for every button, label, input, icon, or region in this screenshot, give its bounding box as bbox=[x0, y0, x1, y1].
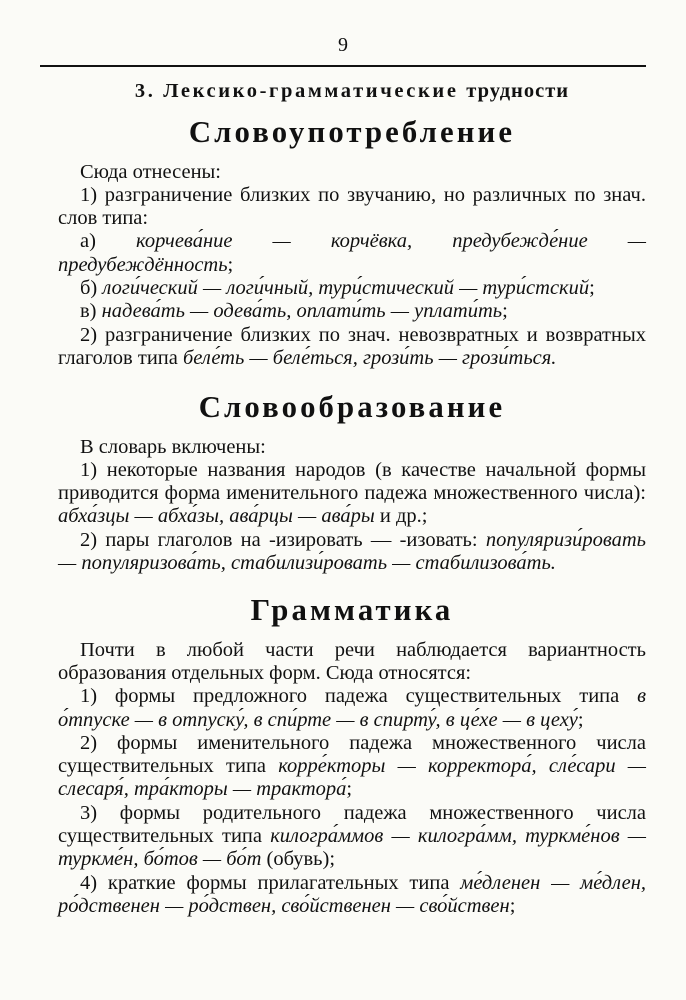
example-text: популяризи́ровать — популяризова́ть, стабилизи́ровать — стабилизова́ть. bbox=[58, 528, 646, 575]
paragraph: Сюда отнесены: bbox=[80, 160, 222, 183]
page-number: 9 bbox=[338, 34, 348, 56]
section-title-main: 3. Лексико-грамматические bbox=[134, 80, 459, 102]
example-text: килогра́ммов — килогра́мм, туркме́нов — туркме́н, бо́тов — бо́т bbox=[58, 825, 647, 871]
paragraph-text: 3) формы родительного падежа множественного числа существительных типа bbox=[58, 801, 646, 848]
punctuation: ; bbox=[502, 300, 508, 323]
paragraph bbox=[58, 324, 646, 371]
punctuation: ; bbox=[346, 778, 353, 801]
paragraph bbox=[58, 459, 646, 529]
paragraph-text: 4) краткие формы прилагательных типа bbox=[80, 871, 461, 894]
section-title-tail: трудности bbox=[466, 80, 570, 102]
header-rule bbox=[40, 65, 646, 67]
example-text: корчева́ние — корчёвка, предубежде́ние — предубеждённость bbox=[58, 230, 646, 276]
punctuation: ; bbox=[227, 253, 234, 276]
list-item bbox=[58, 277, 646, 300]
example-text: абха́зцы — абха́зы, ава́рцы — ава́ры bbox=[58, 505, 375, 528]
list-item bbox=[58, 230, 646, 277]
heading-slovoupotreblenie: Словоупотребление bbox=[188, 115, 516, 150]
example-text: надева́ть — одева́ть, оплати́ть — уплати́ть bbox=[101, 300, 503, 323]
example-text: в о́тпуске — в отпуску́, в спи́рте — в спирту́, в це́хе — в цеху́ bbox=[58, 685, 646, 731]
paragraph bbox=[58, 872, 646, 919]
paragraph: Почти в любой части речи наблюдается вариантность образования отдельных форм. Сюда относятся: bbox=[58, 638, 646, 684]
paragraph-text: 2) разграничение близких по знач. невозвратных и возвратных глаголов типа bbox=[58, 323, 646, 369]
heading-grammatika: Грамматика bbox=[250, 593, 454, 628]
section-title bbox=[58, 80, 646, 103]
example-text: ме́дленен — ме́длен, ро́дственен — ро́дствен, сво́йственен — сво́йствен bbox=[58, 871, 646, 917]
paragraph-text: 2) пары глаголов на -изировать — -изовать: bbox=[80, 528, 486, 551]
paragraph bbox=[58, 529, 646, 576]
list-label: а) bbox=[80, 230, 137, 253]
paragraph-text: 1) некоторые названия народов (в качестве начальной формы приводится форма именительного падежа множественного числа): bbox=[58, 458, 646, 505]
example-text: логи́ческий — логи́чный, тури́стический — тури́стский bbox=[102, 277, 590, 300]
paragraph-text: 2) формы именительного падежа множественного числа существительных типа bbox=[58, 731, 646, 778]
paragraph-text: и др.; bbox=[374, 505, 428, 528]
paragraph bbox=[58, 802, 646, 872]
list-label: в) bbox=[80, 300, 102, 323]
punctuation: ; bbox=[577, 708, 584, 731]
heading-slovoobrazovanie: Словообразование bbox=[198, 390, 506, 425]
punctuation: ; bbox=[509, 894, 516, 917]
list-item bbox=[58, 300, 646, 323]
punctuation: ; bbox=[589, 277, 595, 300]
list-label: б) bbox=[80, 277, 103, 300]
paragraph-text: 1) формы предложного падежа существительных типа bbox=[80, 685, 638, 708]
paragraph bbox=[58, 732, 646, 802]
example-text: корре́кторы — корректора́, сле́сари — слесаря́, тра́кторы — трактора́ bbox=[58, 755, 646, 801]
page-body bbox=[58, 80, 646, 918]
paragraph-text: (обувь); bbox=[261, 848, 336, 871]
paragraph: 1) разграничение близких по звучанию, но различных по знач. слов типа: bbox=[58, 183, 646, 230]
paragraph bbox=[58, 685, 646, 732]
example-text: беле́ть — беле́ться, грози́ть — грози́ться. bbox=[182, 346, 557, 369]
paragraph: В словарь включены: bbox=[80, 435, 266, 458]
